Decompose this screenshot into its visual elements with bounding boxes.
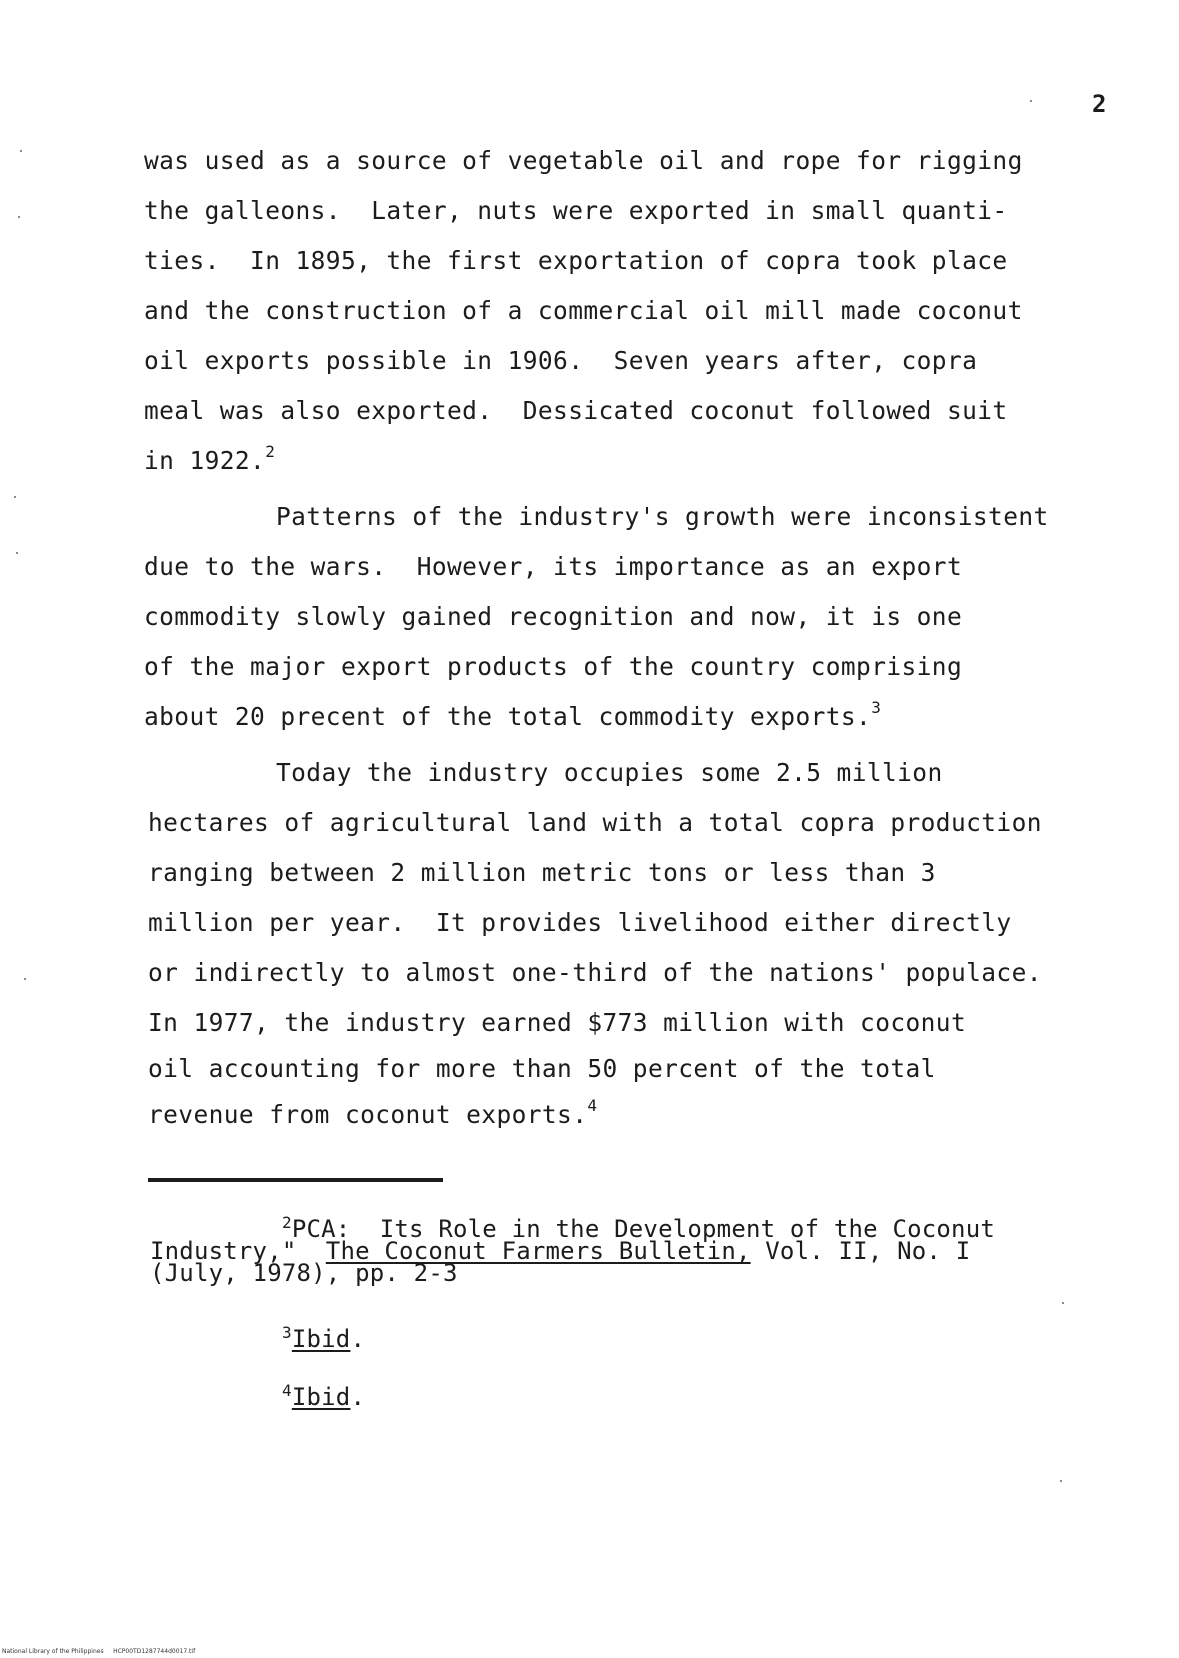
footnote-text: Vol. II, No. I [750, 1237, 971, 1265]
body-line: oil exports possible in 1906. Seven years after, copra [144, 346, 978, 375]
body-line: hectares of agricultural land with a total copra production [148, 808, 1042, 837]
body-line-text: revenue from coconut exports. [148, 1100, 588, 1129]
body-line: was used as a source of vegetable oil and rope for rigging [144, 146, 1023, 175]
footnote-ref: 2 [265, 442, 276, 461]
scan-speck [16, 552, 18, 554]
footnote-ref: 3 [871, 698, 882, 717]
body-line-last [144, 698, 882, 731]
scan-speck [14, 496, 16, 498]
scan-speck [18, 216, 20, 218]
body-line-last [148, 1096, 598, 1129]
scan-speck [20, 150, 22, 152]
footnote-text: Industry," [150, 1237, 326, 1265]
scan-speck [1060, 1480, 1062, 1482]
footnote-marker: 4 [282, 1381, 292, 1400]
scan-speck [1030, 100, 1032, 102]
body-line: of the major export products of the country comprising [144, 652, 963, 681]
body-line: million per year. It provides livelihood either directly [148, 908, 1012, 937]
footnote-3 [282, 1323, 366, 1353]
footnote-marker: 2 [282, 1213, 292, 1232]
body-line: Patterns of the industry's growth were inconsistent [276, 502, 1049, 531]
body-line: Today the industry occupies some 2.5 million [276, 758, 943, 787]
footnote-2-line3: (July, 1978), pp. 2-3 [150, 1259, 458, 1287]
footnote-period: . [350, 1325, 366, 1353]
body-line: In 1977, the industry earned $773 million with coconut [148, 1008, 967, 1037]
body-line: and the construction of a commercial oil mill made coconut [144, 296, 1023, 325]
footnote-ibid: Ibid [291, 1383, 351, 1411]
footnote-divider [148, 1178, 443, 1182]
body-line: the galleons. Later, nuts were exported in small quanti- [144, 196, 1008, 225]
body-line: due to the wars. However, its importance as an export [144, 552, 963, 581]
scanner-footer-stamp: National Library of the Philippines HCP00TD1287744d0017.tif [2, 1648, 196, 1655]
footnote-marker: 3 [282, 1323, 292, 1342]
body-line: ties. In 1895, the first exportation of copra took place [144, 246, 1008, 275]
body-line: or indirectly to almost one-third of the nations' populace. [148, 958, 1042, 987]
body-line: meal was also exported. Dessicated coconut followed suit [144, 396, 1008, 425]
footnote-ibid: Ibid [291, 1325, 351, 1353]
footnote-4 [282, 1381, 366, 1411]
footnote-ref: 4 [587, 1096, 598, 1115]
body-line-text: in 1922. [144, 446, 266, 475]
body-line: ranging between 2 million metric tons or less than 3 [148, 858, 936, 887]
body-line-last [144, 442, 276, 475]
body-line: oil accounting for more than 50 percent of the total [148, 1054, 936, 1083]
scan-speck [24, 978, 26, 980]
scan-speck [1062, 1302, 1064, 1304]
body-line: commodity slowly gained recognition and now, it is one [144, 602, 963, 631]
footnote-publication-title: The Coconut Farmers Bulletin, [325, 1237, 751, 1265]
footnote-text: PCA: Its Role in the Development of the Coconut [291, 1215, 996, 1243]
footnote-period: . [350, 1383, 366, 1411]
body-line-text: about 20 precent of the total commodity exports. [144, 702, 872, 731]
page-number: 2 [1092, 90, 1107, 118]
